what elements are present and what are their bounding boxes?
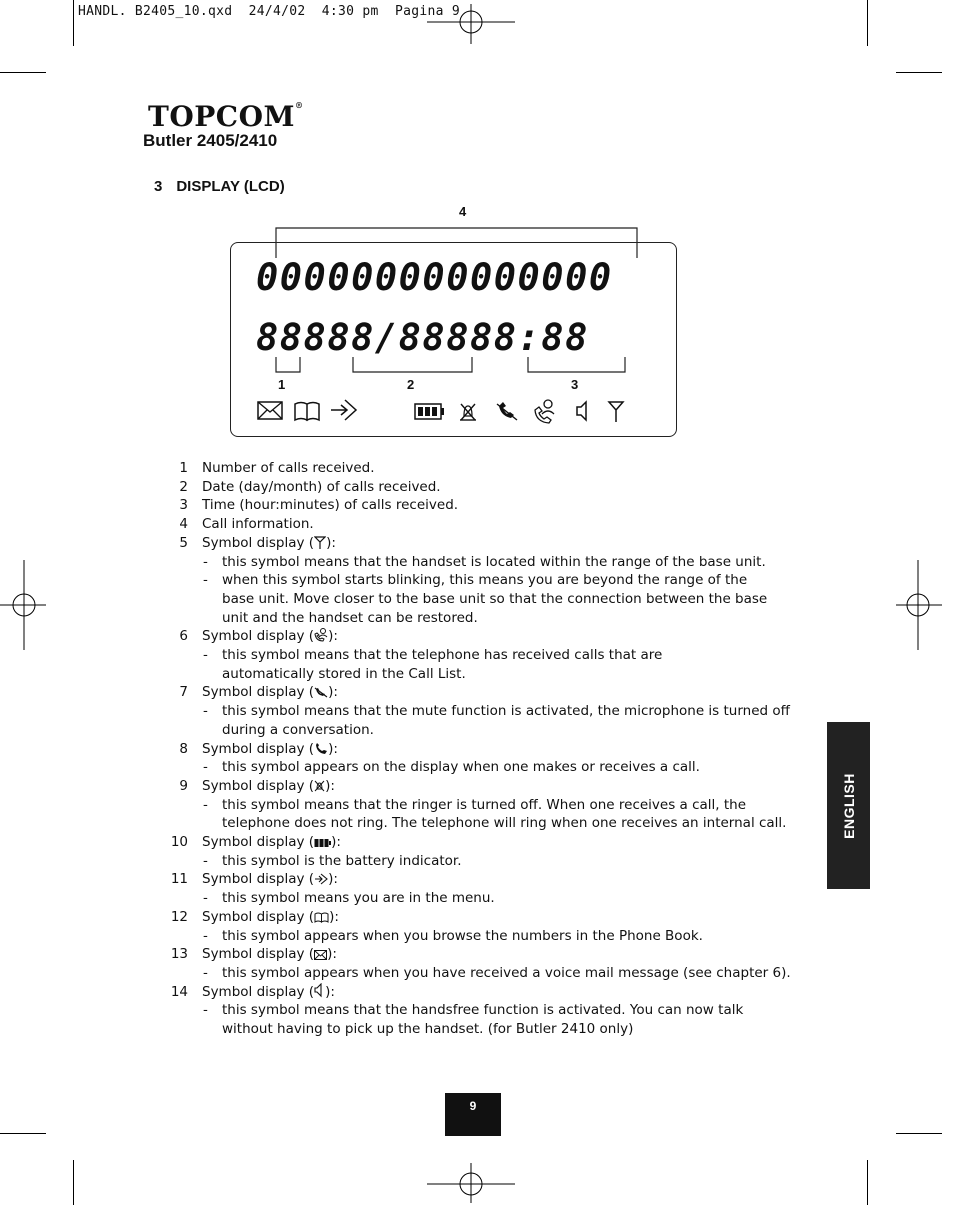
crop-mark	[867, 0, 868, 46]
list-item: 8 Symbol display ( ):	[179, 740, 338, 757]
brackets-1-2-3	[270, 355, 635, 379]
list-subitem: - this symbol appears when you browse the numbers in the Phone Book.	[203, 927, 703, 944]
crop-mark	[896, 1133, 942, 1134]
envelope-icon	[258, 402, 282, 419]
list-subitem: - this symbol is the battery indicator.	[203, 852, 462, 869]
call-list-icon	[314, 628, 328, 642]
list-subitem: - this symbol means that the handset is located within the range of the base unit.	[203, 553, 766, 570]
phonebook-icon	[314, 912, 329, 923]
list-subitem: - this symbol means that the handsfree function is activated. You can now talk without having to pick up the handset. (for Butler 2410 only)	[203, 1002, 744, 1038]
page-number: 9	[445, 1093, 501, 1136]
ringer-off-icon	[314, 780, 325, 792]
list-item: 5 Symbol display ( ):	[179, 534, 336, 551]
speaker-icon	[577, 402, 586, 420]
list-subitem: - this symbol appears on the display when one makes or receives a call.	[203, 759, 700, 776]
menu-arrow-icon	[331, 400, 356, 420]
crop-mark	[0, 1133, 46, 1134]
crop-mark	[867, 1160, 868, 1205]
list-item: 9 Symbol display ( ):	[179, 777, 335, 794]
crop-mark	[0, 72, 46, 73]
callout-1: 1	[278, 377, 286, 392]
crop-mark	[73, 0, 74, 46]
crop-mark	[73, 1160, 74, 1205]
antenna-icon	[314, 536, 326, 549]
list-item: 3 Time (hour:minutes) of calls received.	[179, 497, 459, 514]
callout-4: 4	[459, 204, 467, 219]
list-item: 4 Call information.	[179, 516, 314, 533]
list-subitem: - this symbol means you are in the menu.	[203, 890, 495, 907]
callout-2: 2	[407, 377, 415, 392]
section-title: DISPLAY (LCD)	[176, 178, 285, 195]
lcd-icon-row	[255, 396, 635, 426]
file-header: HANDL. B2405_10.qxd 24/4/02 4:30 pm Pagina 9	[78, 4, 460, 19]
mute-icon	[314, 686, 328, 698]
brand-name: TOPCOM	[148, 100, 295, 133]
section-heading	[154, 178, 285, 195]
ringer-off-icon	[460, 404, 476, 420]
list-item: 11 Symbol display ( ):	[170, 871, 338, 888]
envelope-icon	[314, 950, 327, 960]
list-item: 10 Symbol display ( ):	[170, 834, 341, 851]
list-subitem: - this symbol appears when you have received a voice mail message (see chapter 6).	[203, 964, 791, 981]
mute-icon	[497, 402, 517, 420]
list-subitem: - when this symbol starts blinking, this means you are beyond the range of the base unit. Move closer to the base unit so that the connection between the base unit and the handset can be restored.	[203, 572, 768, 626]
list-item: 6 Symbol display ( ):	[179, 628, 338, 645]
list-item: 1 Number of calls received.	[179, 460, 375, 476]
list-subitem: - this symbol means that the ringer is turned off. When one receives a call, the telephone does not ring. The telephone will ring when one receives an internal call.	[203, 796, 787, 832]
list-item: 2 Date (day/month) of calls received.	[179, 478, 441, 495]
speaker-icon	[314, 983, 325, 998]
brand-logo	[148, 100, 303, 133]
list-item: 13 Symbol display ( ):	[170, 946, 337, 963]
lcd-row-number: 000000000000000	[256, 256, 613, 299]
crop-mark	[896, 72, 942, 73]
list-item: 12 Symbol display ( ):	[170, 908, 339, 925]
battery-icon	[415, 404, 444, 419]
section-number: 3	[154, 178, 163, 195]
symbol-list	[0, 459, 954, 1039]
battery-icon	[314, 838, 331, 848]
list-subitem: - this symbol means that the mute function is activated, the microphone is turned off during a conversation.	[203, 703, 790, 738]
handset-icon	[314, 743, 328, 755]
call-list-icon	[535, 400, 554, 423]
list-subitem: - this symbol means that the telephone has received calls that are automatically stored in the Call List.	[203, 647, 663, 682]
lcd-row-datetime: 88888/88888:88	[256, 316, 589, 359]
registered-mark: ®	[294, 100, 304, 110]
list-item: 7 Symbol display ( ):	[179, 684, 338, 701]
antenna-icon	[609, 402, 623, 422]
registration-mark-bottom	[425, 1163, 517, 1205]
menu-arrow-icon	[314, 873, 328, 885]
phonebook-icon	[295, 403, 319, 421]
language-tab: ENGLISH	[827, 722, 870, 889]
list-item: 14 Symbol display ( ):	[170, 983, 335, 1000]
model-name: Butler 2405/2410	[143, 131, 278, 150]
callout-3: 3	[571, 377, 579, 392]
